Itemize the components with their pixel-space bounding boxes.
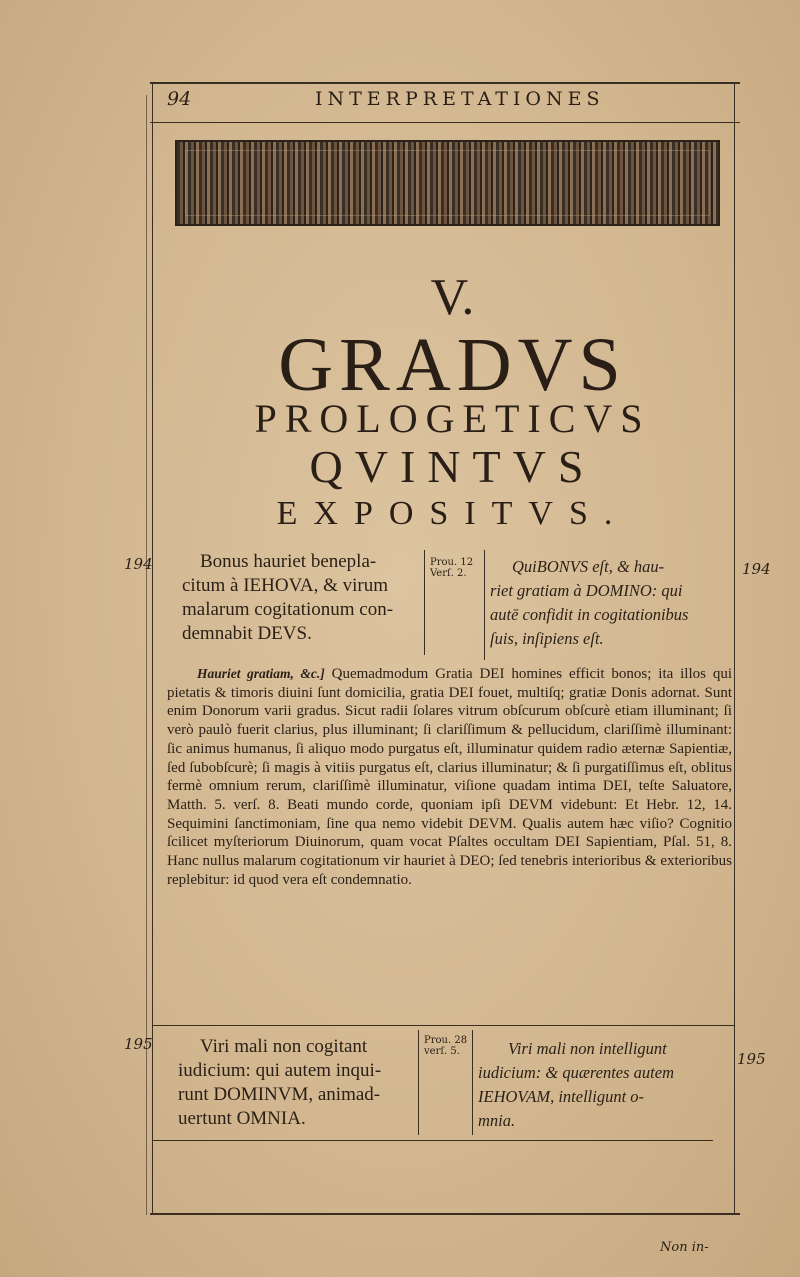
verse-1-latin-line: demnabit DEVS. (182, 623, 312, 644)
verse-2-margin-number-left: 195 (124, 1035, 153, 1053)
verse-1-ref-line: Prou. 12 (430, 557, 474, 568)
bottom-rule (150, 1213, 740, 1215)
verse-1-translation-line: QuiBONVS eſt, & hau- (512, 557, 665, 576)
verse-2-latin-line: uertunt OMNIA. (178, 1108, 306, 1129)
verse-1-latin-line: citum à IEHOVA, & virum (182, 575, 388, 596)
verse-1-latin-line: malarum cogitationum con- (182, 599, 394, 620)
verse-1-ref-line: Verſ. 2. (430, 568, 467, 579)
header-rule (150, 122, 740, 123)
verse-2-reference (424, 1035, 467, 1057)
commentary-paragraph (167, 665, 732, 889)
verse-2-translation (478, 1037, 728, 1133)
title-line-4: EXPOSITVS. (276, 495, 629, 532)
verse-2-translation-line: mnia. (478, 1111, 516, 1130)
chapter-number: V. (430, 269, 475, 326)
verse-2-latin-line: Viri mali non cogitant (200, 1036, 368, 1057)
running-title: INTERPRETATIONES (315, 88, 605, 110)
verse-1-margin-number-left: 194 (124, 555, 153, 573)
verse-2-bottom-rule (153, 1140, 713, 1141)
top-rule (150, 82, 740, 84)
verse-2-ref-line: verſ. 5. (424, 1046, 460, 1057)
verse-1-latin (182, 550, 414, 646)
verse-2-latin (178, 1035, 418, 1131)
page-number: 94 (167, 88, 192, 110)
title-line-1: GRADVS (278, 323, 627, 407)
verse-2-divider-right (472, 1030, 473, 1135)
verse-2-margin-number-right: 195 (737, 1050, 766, 1068)
verse-2-latin-line: runt DOMINVM, animad- (178, 1084, 381, 1105)
verse-1-translation-line: ſuis, inſipiens eſt. (490, 629, 604, 648)
catchword: Non in- (660, 1240, 709, 1255)
verse-1-translation-line: riet gratiam à DOMINO: qui (490, 581, 683, 600)
verse-1-reference (430, 557, 473, 579)
verse-2-divider-left (418, 1030, 419, 1135)
commentary-lead: Hauriet gratiam, &c.] (197, 666, 325, 681)
verse-1-margin-number-right: 194 (742, 560, 771, 578)
headpiece-border (185, 150, 710, 216)
verse-2-top-rule (153, 1025, 734, 1026)
title-line-3: QVINTVS (309, 441, 596, 492)
commentary-text: Quemadmodum Gratia DEI homines efficit bonos; ita illos qui pietatis & timoris diuini ſunt domicilia, gratia DEI fouet, multiſq; gratiæ Donis adornat. Sunt enim Donorum varii gradus. Sicut radii ſolares vitrum obſcurum obſcurè etiam illuminant; ſi verò paulò fuerit clarius, plus illuminant; ſi clariſſimum & pellucidum, clariſſimè illuminant: ſic animus humanus, ſi aliquo modo purgatus eſt, illuminatur quidem radio æternæ Sapientiæ, ſed ſubobſcurè; ſi magis à vitiis purgatus eſt, clarius illuminatur; & ſi purgatiſſimus eſt, oblitus fermè omnium rerum, clariſſimè illuminatur, viſione quadam intima DEI, teſte Saluatore, Matth. 5. verſ. 8. Beati mundo corde, quoniam ipſi DEVM videbunt: Et Hebr. 12, 14. Sequimini ſanctimoniam, ſine qua nemo videbit DEVM. Qualis autem hæc viſio? Cognitio ſcilicet myſteriorum Diuinorum, quam vocat Pſaltes occultam DEI Sapientiam, Pſal. 51, 8. Hanc nullus malarum cogitationum vir hauriet à DEO; ſed tenebris interioribus & exterioribus replebitur: id quod vera eſt condemnatio. (167, 666, 733, 888)
verse-2-ref-line: Prou. 28 (424, 1035, 468, 1046)
decorative-headpiece-icon (175, 140, 720, 226)
verse-2-latin-line: iudicium: qui autem inqui- (178, 1060, 382, 1081)
verse-1-translation (490, 555, 735, 651)
verse-2-translation-line: Viri mali non intelligunt (508, 1039, 667, 1058)
verse-2-translation-line: IEHOVAM, intelligunt o- (478, 1087, 645, 1106)
verse-1-latin-line: Bonus hauriet benepla- (200, 551, 377, 572)
verse-1-divider-right (484, 550, 485, 660)
title-line-2: PROLOGETICVS (254, 396, 651, 441)
verse-1-translation-line: autē confidit in cogitationibus (490, 605, 689, 624)
verse-2-translation-line: iudicium: & quærentes autem (478, 1063, 674, 1082)
verse-1-divider-left (424, 550, 425, 655)
page-header (165, 88, 730, 118)
